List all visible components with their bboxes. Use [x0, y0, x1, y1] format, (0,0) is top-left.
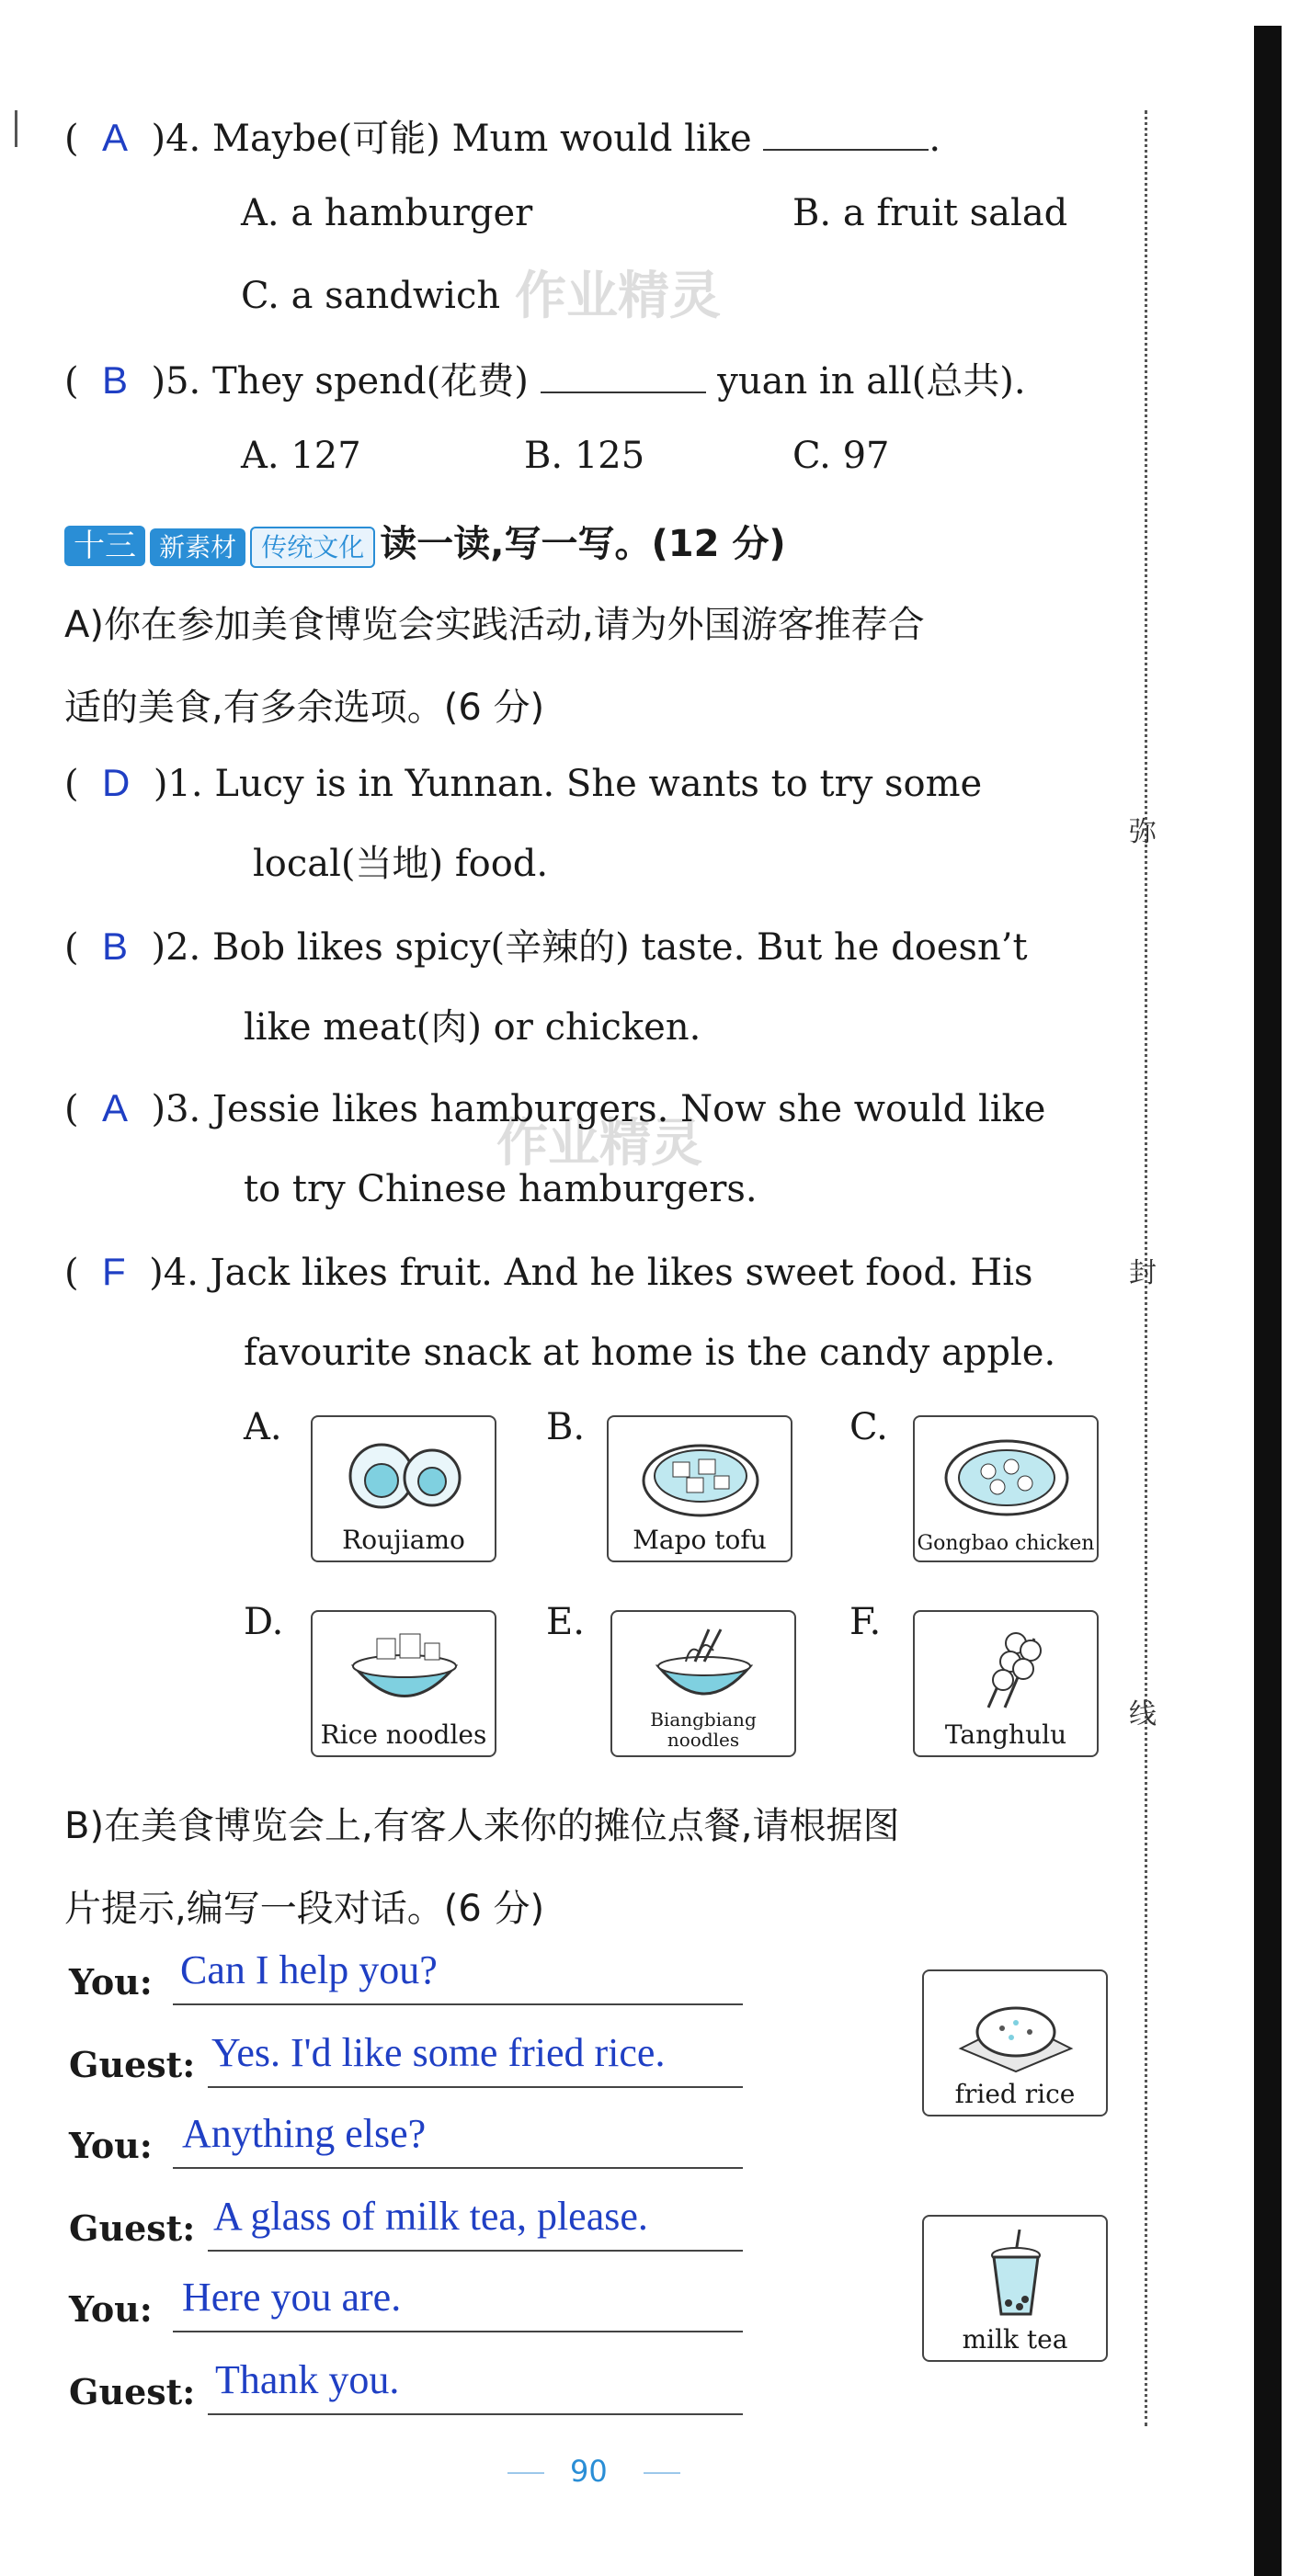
biangbiang-noodles-icon: [640, 1625, 769, 1708]
food-letter: C.: [849, 1406, 888, 1448]
dialog-answer: A glass of milk tea, please.: [213, 2194, 648, 2239]
food-card-tanghulu: Tanghulu: [913, 1610, 1099, 1757]
watermark: 作业精灵: [496, 1114, 702, 1174]
page-rule: [507, 2472, 544, 2474]
tag-traditional-culture: 传统文化: [250, 527, 375, 568]
option: A. 127: [241, 435, 361, 477]
speaker-label: Guest:: [69, 2044, 196, 2085]
hint-picture-fried-rice: fried rice: [922, 1969, 1108, 2116]
answer: A: [102, 116, 129, 159]
item-2: ( B )2. Bob likes spicy(辛辣的) taste. But he doesn’t: [64, 925, 1028, 969]
fried-rice-icon: [952, 1984, 1080, 2076]
speaker-label: You:: [69, 2125, 153, 2166]
item-1: ( D )1. Lucy is in Yunnan. She wants to try some: [64, 761, 983, 805]
answer-blank: [763, 112, 929, 151]
tanghulu-icon: [942, 1625, 1071, 1717]
hint-picture-milk-tea: milk tea: [922, 2215, 1108, 2362]
dialog-answer: Can I help you?: [180, 1947, 438, 1992]
food-card-roujiamo: Roujiamo: [311, 1415, 496, 1562]
answer-line: [173, 2331, 743, 2332]
answer-line: [173, 2003, 743, 2005]
item-4-cont: favourite snack at home is the candy apple.: [244, 1332, 1056, 1374]
speaker-label: You:: [69, 2288, 153, 2330]
margin-tick: [15, 110, 17, 147]
page-rule: [644, 2472, 680, 2474]
speaker-label: You:: [69, 1961, 153, 2003]
item-3-cont: to try Chinese hamburgers.: [244, 1168, 758, 1210]
section-title: 读一读,写一写。(12 分): [380, 523, 786, 565]
food-card-biangbiang-noodles: Biangbiang noodles: [610, 1610, 796, 1757]
food-letter: F.: [849, 1601, 882, 1643]
watermark: 作业精灵: [515, 267, 721, 326]
food-card-mapo-tofu: Mapo tofu: [607, 1415, 792, 1562]
answer: B: [102, 358, 129, 402]
option: B. a fruit salad: [792, 192, 1068, 234]
gongbao-chicken-icon: [942, 1430, 1071, 1522]
part-a-instruction: A)你在参加美食博览会实践活动,请为外国游客推荐合: [64, 604, 925, 646]
question-4: ( A )4. Maybe(可能) Mum would like .: [64, 112, 940, 161]
part-b-instruction: B)在美食博览会上,有客人来你的摊位点餐,请根据图: [64, 1805, 900, 1847]
dialog-answer: Anything else?: [182, 2111, 427, 2156]
option: C. a sandwich: [241, 275, 501, 317]
page-number: 90: [570, 2454, 608, 2489]
section-number: 十三: [64, 526, 145, 566]
roujiamo-icon: [340, 1430, 469, 1522]
answer-line: [208, 2086, 743, 2088]
dialog-answer: Here you are.: [182, 2275, 402, 2320]
speaker-label: Guest:: [69, 2371, 196, 2412]
section-header: [64, 515, 786, 567]
answer-line: [208, 2413, 743, 2415]
item-2-cont: like meat(肉) or chicken.: [244, 1006, 701, 1049]
food-letter: E.: [546, 1601, 585, 1643]
answer-blank: [541, 355, 706, 393]
food-card-gongbao-chicken: Gongbao chicken: [913, 1415, 1099, 1562]
binding-char: 封: [1129, 1257, 1157, 1289]
food-letter: B.: [546, 1406, 586, 1448]
binding-char: 弥: [1129, 816, 1157, 848]
dialog-answer: Yes. I'd like some fried rice.: [211, 2030, 666, 2075]
option: C. 97: [792, 435, 890, 477]
binding-char: 线: [1129, 1698, 1157, 1731]
food-card-rice-noodles: Rice noodles: [311, 1610, 496, 1757]
food-letter: D.: [244, 1601, 284, 1643]
option: A. a hamburger: [241, 192, 533, 234]
food-letter: A.: [244, 1406, 282, 1448]
item-4: ( F )4. Jack likes fruit. And he likes sweet food. His: [64, 1250, 1033, 1294]
item-1-cont: local(当地) food.: [253, 843, 549, 885]
tag-new-material: 新素材: [150, 528, 245, 566]
speaker-label: Guest:: [69, 2207, 196, 2249]
dialog-answer: Thank you.: [215, 2357, 400, 2402]
answer-line: [173, 2167, 743, 2169]
scan-edge-bar: [1254, 26, 1282, 2576]
rice-noodles-icon: [340, 1625, 469, 1717]
question-5: ( B )5. They spend(花费) yuan in all(总共).: [64, 355, 1026, 403]
part-b-instruction: 片提示,编写一段对话。(6 分): [64, 1888, 545, 1930]
option: B. 125: [524, 435, 645, 477]
item-3: ( A )3. Jessie likes hamburgers. Now she would like: [64, 1086, 1046, 1130]
milk-tea-icon: [952, 2230, 1080, 2321]
part-a-instruction: 适的美食,有多余选项。(6 分): [64, 687, 545, 729]
mapo-tofu-icon: [636, 1430, 765, 1522]
answer-line: [208, 2250, 743, 2252]
